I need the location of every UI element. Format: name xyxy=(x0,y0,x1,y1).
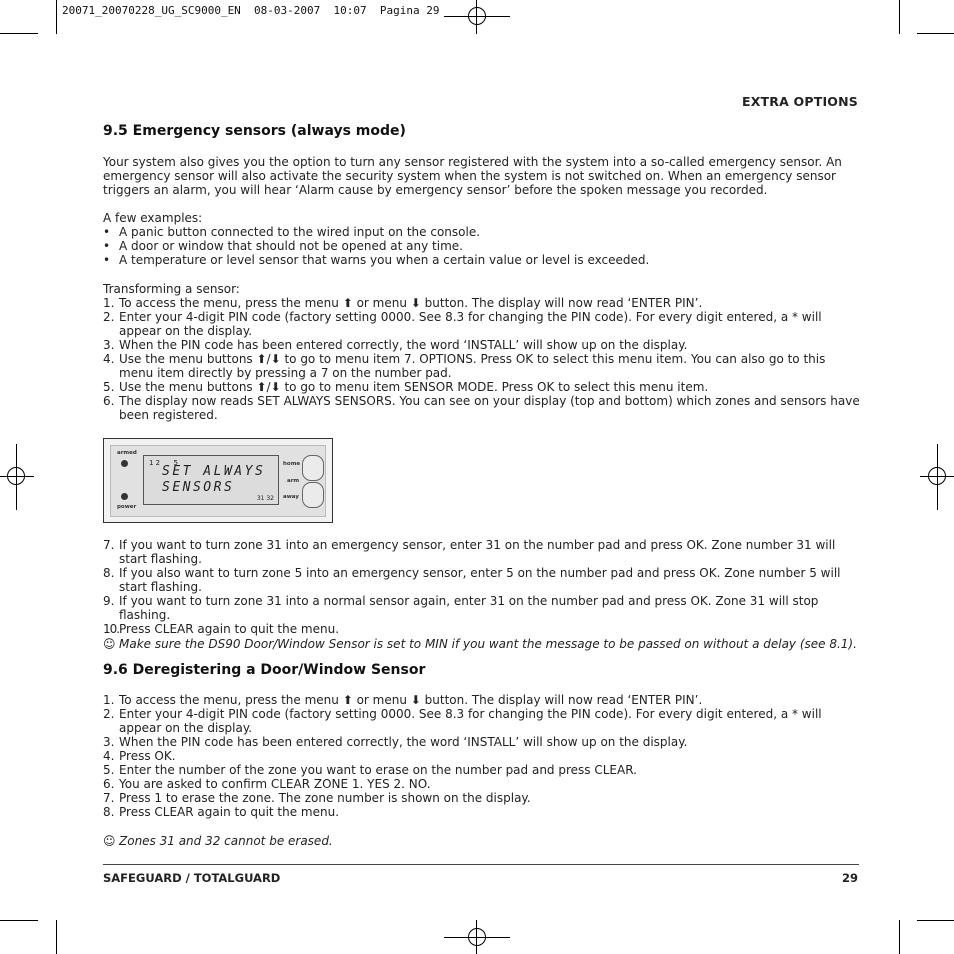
step-number: 9. xyxy=(103,594,115,608)
crop-mark xyxy=(917,920,954,921)
step-number: 2. xyxy=(103,707,115,721)
steps-list-b xyxy=(103,538,863,636)
power-label: power xyxy=(117,504,137,510)
list-item xyxy=(103,707,863,735)
example-text: A panic button connected to the wired input on the console. xyxy=(119,225,481,239)
list-item xyxy=(103,394,863,422)
step-number: 5. xyxy=(103,763,115,777)
console-panel xyxy=(110,445,326,517)
list-item xyxy=(103,338,863,352)
step-number: 8. xyxy=(103,566,115,580)
footer-rule xyxy=(103,864,859,865)
list-item xyxy=(103,310,863,338)
step-text: Press OK. xyxy=(119,749,176,763)
step-number: 1. xyxy=(103,693,115,707)
smiley-icon: ☺ xyxy=(103,834,116,848)
step-number: 4. xyxy=(103,749,115,763)
tip-note-9-5 xyxy=(103,637,863,651)
registration-mark-top-circle xyxy=(468,7,486,25)
list-item xyxy=(103,296,863,310)
section-title-9-6: 9.6 Deregistering a Door/Window Sensor xyxy=(103,662,426,678)
step-number: 1. xyxy=(103,296,115,310)
list-item xyxy=(103,763,863,777)
step-number: 5. xyxy=(103,380,115,394)
list-item xyxy=(103,594,863,622)
lcd-line-2: SENSORS xyxy=(162,480,235,495)
print-slug: 20071_20070228_UG_SC9000_EN 08-03-2007 10:07 Pagina 29 xyxy=(62,4,440,17)
step-text: Press CLEAR again to quit the menu. xyxy=(119,805,340,819)
lcd-zone-indicators: 1 2 5 xyxy=(149,459,178,467)
lcd-screen xyxy=(143,455,279,505)
examples-list xyxy=(103,225,863,267)
list-item xyxy=(103,352,863,380)
step-number: 6. xyxy=(103,394,115,408)
step-text: Press CLEAR again to quit the menu. xyxy=(119,622,340,636)
list-item xyxy=(103,749,863,763)
step-text: If you want to turn zone 31 into a normal sensor again, enter 31 on the number pad and press OK. Zone 31 will stop flashing. xyxy=(119,594,819,622)
step-number: 3. xyxy=(103,735,115,749)
down-button-icon xyxy=(302,482,324,508)
step-text: The display now reads SET ALWAYS SENSORS. You can see on your display (top and bottom) which zones and sensors have been registered. xyxy=(119,394,860,422)
crop-mark xyxy=(917,33,954,34)
example-text: A door or window that should not be opened at any time. xyxy=(119,239,463,253)
page-number: 29 xyxy=(841,871,858,885)
crop-mark xyxy=(899,920,900,954)
list-item xyxy=(103,693,863,707)
armed-label: armed xyxy=(117,450,137,456)
list-item xyxy=(103,566,863,594)
list-item xyxy=(103,777,863,791)
section-title-9-5: 9.5 Emergency sensors (always mode) xyxy=(103,123,406,139)
lcd-line-1: SET ALWAYS xyxy=(162,464,266,479)
step-text: Use the menu buttons ⬆/⬇ to go to menu item 7. OPTIONS. Press OK to select this menu item. You can also go to this menu item directly by pressing a 7 on the number pad. xyxy=(119,352,826,380)
step-number: 10. xyxy=(103,622,120,636)
list-item xyxy=(103,791,863,805)
away-label: away xyxy=(283,494,299,500)
lcd-zone-numbers: 31 32 xyxy=(256,495,274,502)
steps-list-9-6 xyxy=(103,693,863,819)
step-text: To access the menu, press the menu ⬆ or menu ⬇ button. The display will now read ‘ENTER PIN’. xyxy=(119,693,703,707)
step-text: Enter your 4-digit PIN code (factory setting 0000. See 8.3 for changing the PIN code). For every digit entered, a * will appear on the display. xyxy=(119,310,822,338)
step-number: 7. xyxy=(103,538,115,552)
crop-mark xyxy=(0,920,38,921)
registration-mark-right-circle xyxy=(928,467,946,485)
registration-mark-bottom-circle xyxy=(468,928,486,946)
intro-paragraph: Your system also gives you the option to turn any sensor registered with the system into a so-called emergency sensor. An emergency sensor will also activate the security system when the system is not switched on. When an emergency sensor triggers an alarm, you will hear ‘Alarm cause by emergency sensor’ before the spoken message you recorded. xyxy=(103,155,842,197)
step-number: 3. xyxy=(103,338,115,352)
list-item xyxy=(103,735,863,749)
steps-list-a xyxy=(103,296,863,422)
step-text: To access the menu, press the menu ⬆ or menu ⬇ button. The display will now read ‘ENTER PIN’. xyxy=(119,296,703,310)
list-item: • A door or window that should not be opened at any time. xyxy=(103,239,863,253)
step-text: Enter your 4-digit PIN code (factory setting 0000. See 8.3 for changing the PIN code). For every digit entered, a * will appear on the display. xyxy=(119,707,822,735)
list-item xyxy=(103,380,863,394)
section-label: EXTRA OPTIONS xyxy=(741,94,858,109)
step-number: 4. xyxy=(103,352,115,366)
step-number: 6. xyxy=(103,777,115,791)
tip-note-9-6 xyxy=(103,834,863,848)
transform-title: Transforming a sensor: xyxy=(103,282,240,296)
step-number: 7. xyxy=(103,791,115,805)
crop-mark xyxy=(0,33,38,34)
list-item: • A panic button connected to the wired input on the console. xyxy=(103,225,863,239)
crop-mark xyxy=(56,0,57,34)
step-text: If you also want to turn zone 5 into an emergency sensor, enter 5 on the number pad and press OK. Zone number 5 will start flashing. xyxy=(119,566,841,594)
step-text: When the PIN code has been entered correctly, the word ‘INSTALL’ will show up on the display. xyxy=(119,338,688,352)
list-item xyxy=(103,538,863,566)
step-text: Enter the number of the zone you want to erase on the number pad and press CLEAR. xyxy=(119,763,637,777)
step-text: Press 1 to erase the zone. The zone number is shown on the display. xyxy=(119,791,531,805)
examples-title: A few examples: xyxy=(103,211,203,225)
console-display-illustration xyxy=(103,438,333,523)
list-item xyxy=(103,805,863,819)
crop-mark xyxy=(899,0,900,34)
example-text: A temperature or level sensor that warns you when a certain value or level is exceeded. xyxy=(119,253,650,267)
arm-label: arm xyxy=(287,478,300,484)
up-button-icon xyxy=(302,455,324,481)
tip-text: Make sure the DS90 Door/Window Sensor is set to MIN if you want the message to be passed on without a delay (see 8.1). xyxy=(119,637,857,651)
list-item: • A temperature or level sensor that warns you when a certain value or level is exceeded. xyxy=(103,253,863,267)
step-number: 2. xyxy=(103,310,115,324)
smiley-icon: ☺ xyxy=(103,637,116,651)
footer-brand: SAFEGUARD / TOTALGUARD xyxy=(103,871,281,885)
home-label: home xyxy=(283,461,301,467)
step-text: Use the menu buttons ⬆/⬇ to go to menu item SENSOR MODE. Press OK to select this menu item. xyxy=(119,380,709,394)
step-text: You are asked to confirm CLEAR ZONE 1. YES 2. NO. xyxy=(119,777,431,791)
step-text: When the PIN code has been entered correctly, the word ‘INSTALL’ will show up on the display. xyxy=(119,735,688,749)
power-led-icon xyxy=(121,493,128,500)
tip-text: Zones 31 and 32 cannot be erased. xyxy=(119,834,333,848)
list-item xyxy=(103,622,863,636)
step-number: 8. xyxy=(103,805,115,819)
armed-led-icon xyxy=(121,460,128,467)
registration-mark-left-circle xyxy=(7,467,25,485)
crop-mark xyxy=(56,920,57,954)
step-text: If you want to turn zone 31 into an emergency sensor, enter 31 on the number pad and press OK. Zone number 31 will start flashing. xyxy=(119,538,836,566)
